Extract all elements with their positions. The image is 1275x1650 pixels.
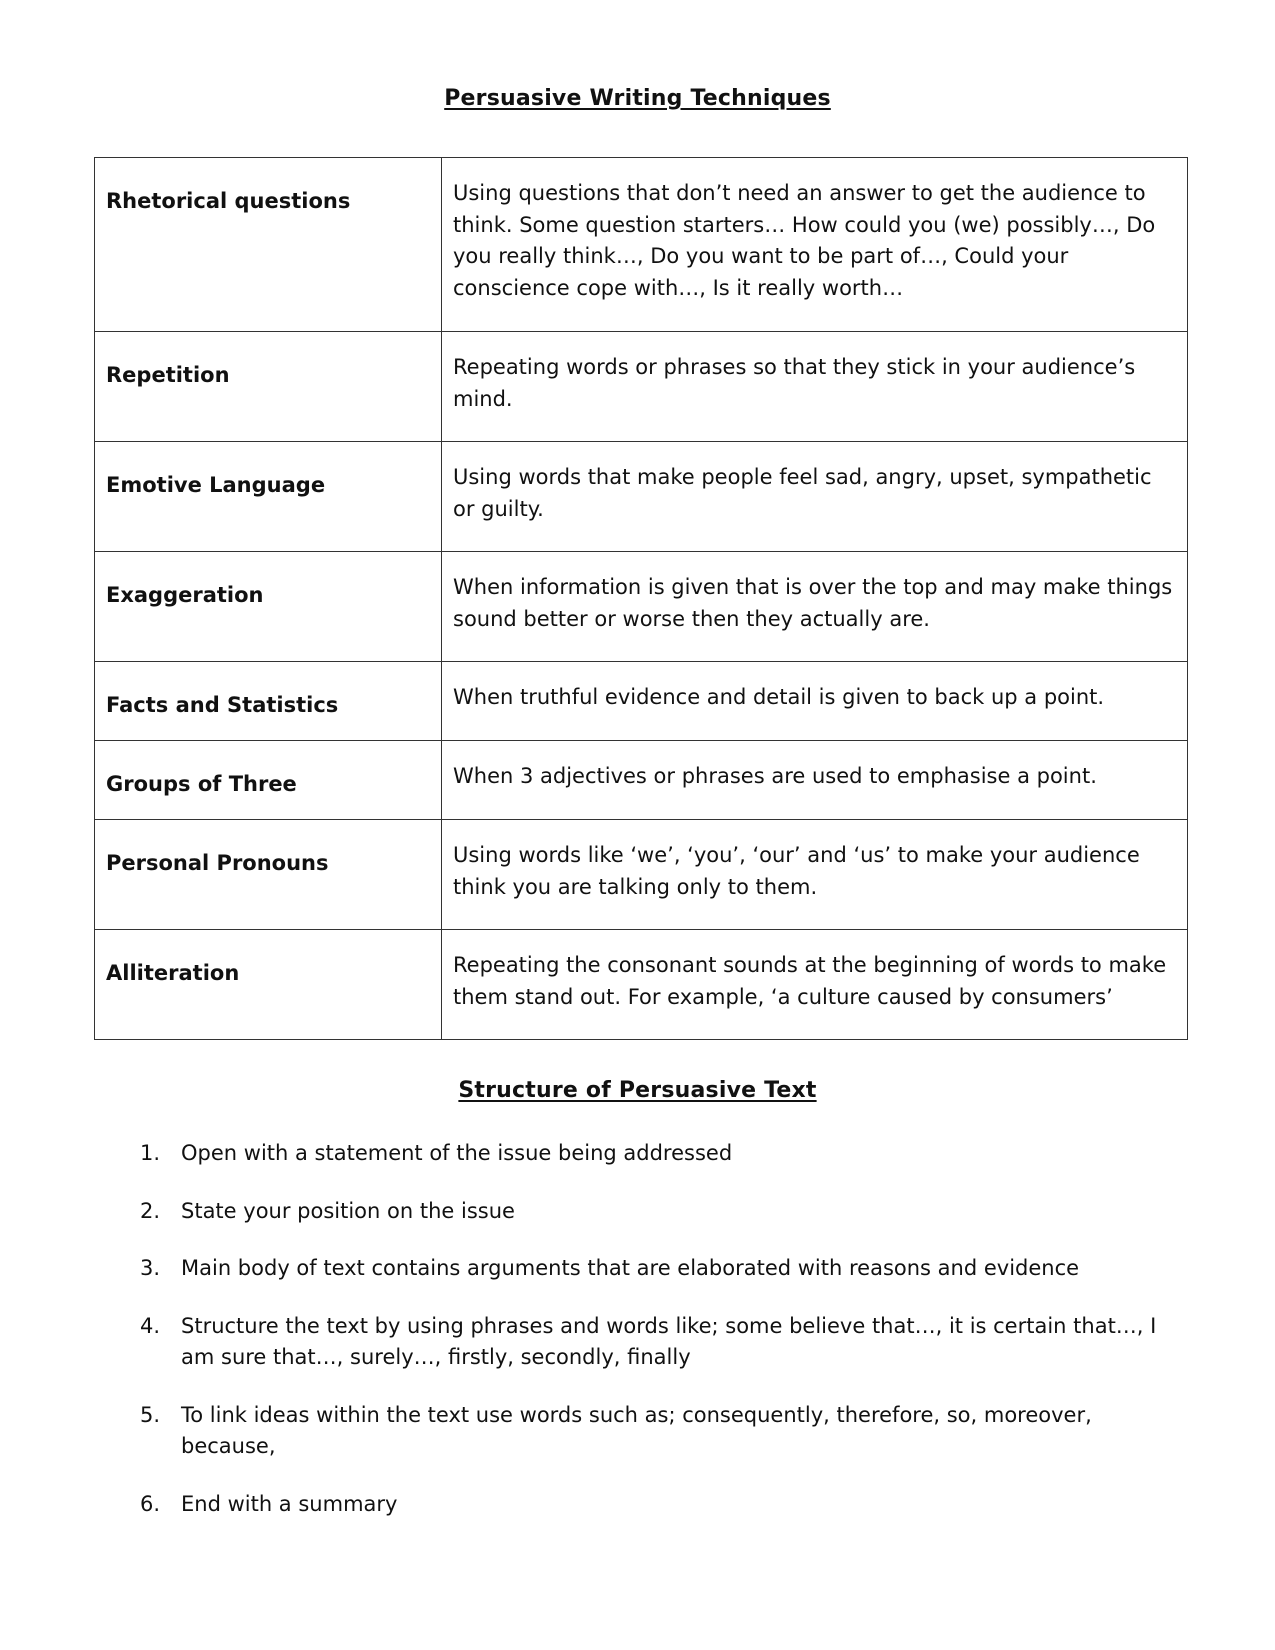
table-row — [95, 158, 1188, 332]
table-row — [95, 820, 1188, 930]
structure-list — [140, 1138, 1185, 1546]
table-row — [95, 552, 1188, 662]
technique-description: Using questions that don’t need an answer to get the audience to think. Some question starters… How could you (we) possibly…, Do you really think…, Do you want to be part of…, Could your conscience cope with…, Is it really worth… — [453, 181, 1156, 300]
description-cell — [442, 930, 1188, 1040]
term-cell — [95, 930, 442, 1040]
term-cell — [95, 332, 442, 442]
list-item — [140, 1253, 1185, 1285]
techniques-table — [94, 157, 1188, 1040]
list-number: 6. — [140, 1491, 161, 1516]
term-cell — [95, 158, 442, 332]
list-item-text: End with a summary — [181, 1491, 398, 1516]
list-item — [140, 1400, 1185, 1463]
technique-description: When truthful evidence and detail is given to back up a point. — [453, 685, 1105, 709]
technique-description: Using words that make people feel sad, angry, upset, sympathetic or guilty. — [453, 465, 1152, 521]
list-number: 1. — [140, 1141, 161, 1165]
description-cell — [442, 662, 1188, 741]
technique-term: Repetition — [106, 363, 230, 387]
description-cell — [442, 741, 1188, 820]
technique-term: Personal Pronouns — [106, 851, 329, 875]
technique-description: Using words like ‘we’, ‘you’, ‘our’ and ‘us’ to make your audience think you are talking only to them. — [453, 843, 1140, 899]
list-item-text: Main body of text contains arguments that are elaborated with reasons and evidence — [181, 1256, 1080, 1280]
list-item-text: Open with a statement of the issue being addressed — [181, 1141, 733, 1165]
technique-description: Repeating words or phrases so that they stick in your audience’s mind. — [453, 355, 1136, 411]
technique-term: Groups of Three — [106, 772, 297, 796]
technique-term: Rhetorical questions — [106, 189, 351, 213]
description-cell — [442, 332, 1188, 442]
list-item-text: To link ideas within the text use words such as; consequently, therefore, so, moreover, because, — [181, 1402, 1092, 1458]
section-title: Structure of Persuasive Text — [458, 1078, 817, 1103]
term-cell — [95, 442, 442, 552]
table-row — [95, 442, 1188, 552]
technique-term: Alliteration — [106, 961, 240, 985]
technique-term: Emotive Language — [106, 473, 326, 497]
list-number: 3. — [140, 1256, 161, 1280]
description-cell — [442, 820, 1188, 930]
term-cell — [95, 662, 442, 741]
technique-description: When information is given that is over the top and may make things sound better or worse then they actually are. — [453, 575, 1173, 631]
term-cell — [95, 552, 442, 662]
list-number: 2. — [140, 1198, 161, 1223]
table-row — [95, 741, 1188, 820]
list-item — [140, 1138, 1185, 1170]
technique-term: Exaggeration — [106, 583, 264, 607]
technique-description: Repeating the consonant sounds at the beginning of words to make them stand out. For example, ‘a culture caused by consumers’ — [453, 953, 1167, 1009]
term-cell — [95, 820, 442, 930]
list-item-text: State your position on the issue — [181, 1198, 515, 1223]
table-row — [95, 930, 1188, 1040]
technique-term: Facts and Statistics — [106, 693, 339, 717]
list-item — [140, 1311, 1185, 1374]
list-number: 5. — [140, 1402, 161, 1427]
list-item — [140, 1489, 1185, 1521]
list-item — [140, 1196, 1185, 1228]
list-item-text: Structure the text by using phrases and words like; some believe that…, it is certain that…, I am sure that…, surely…, firstly, secondly, finally — [181, 1313, 1157, 1369]
description-cell — [442, 158, 1188, 332]
table-row — [95, 332, 1188, 442]
term-cell — [95, 741, 442, 820]
description-cell — [442, 552, 1188, 662]
page-title: Persuasive Writing Techniques — [444, 86, 831, 111]
technique-description: When 3 adjectives or phrases are used to emphasise a point. — [453, 764, 1097, 788]
description-cell — [442, 442, 1188, 552]
table-row — [95, 662, 1188, 741]
list-number: 4. — [140, 1313, 161, 1338]
